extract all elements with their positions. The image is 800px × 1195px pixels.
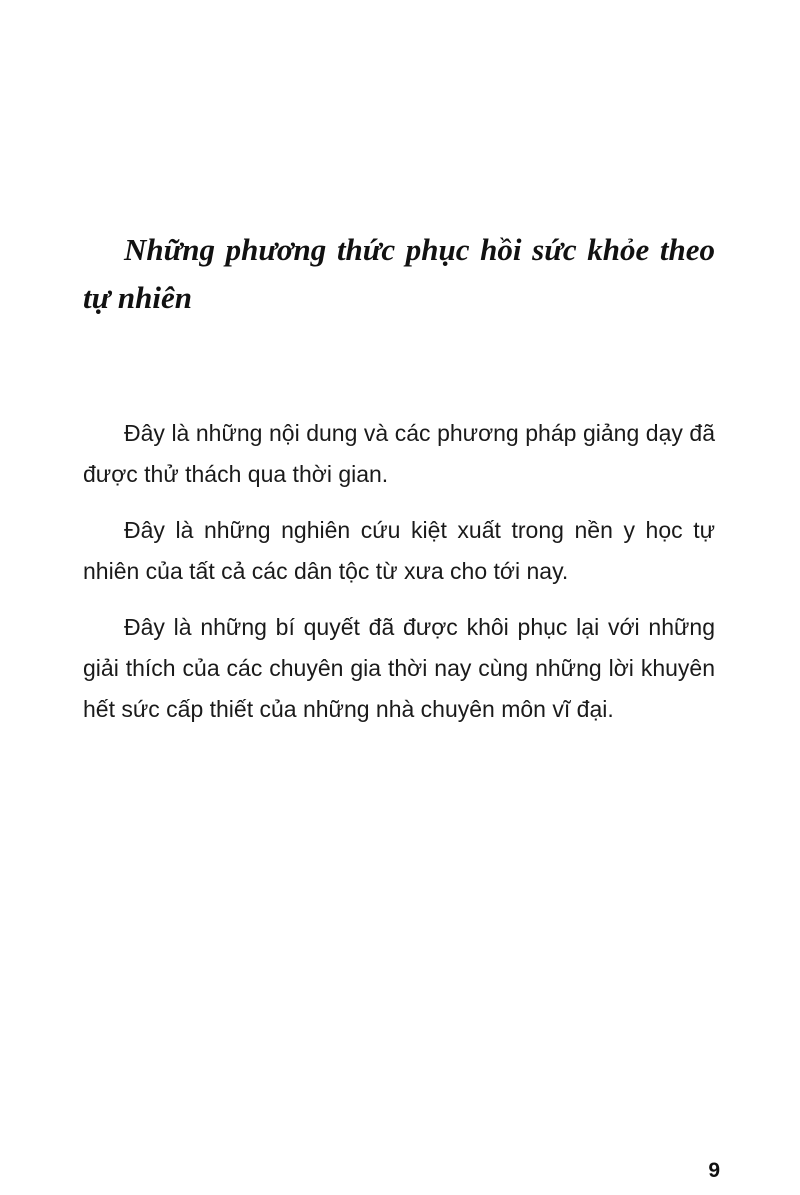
paragraph-1: Đây là những nội dung và các phương pháp giảng dạy đã được thử thách qua thời gian.	[83, 420, 715, 487]
paragraph-3: Đây là những bí quyết đã được khôi phục lại với những giải thích của các chuyên gia thời nay cùng những lời khuyên hết sức cấp thiết của những nhà chuyên môn vĩ đại.	[83, 614, 715, 722]
page-number: 9	[708, 1159, 720, 1182]
page-title: Những phương thức phục hồi sức khỏe theo tự nhiên	[83, 232, 715, 315]
paragraph-2: Đây là những nghiên cứu kiệt xuất trong nền y học tự nhiên của tất cả các dân tộc từ xưa cho tới nay.	[83, 517, 715, 584]
body-text	[83, 413, 715, 745]
